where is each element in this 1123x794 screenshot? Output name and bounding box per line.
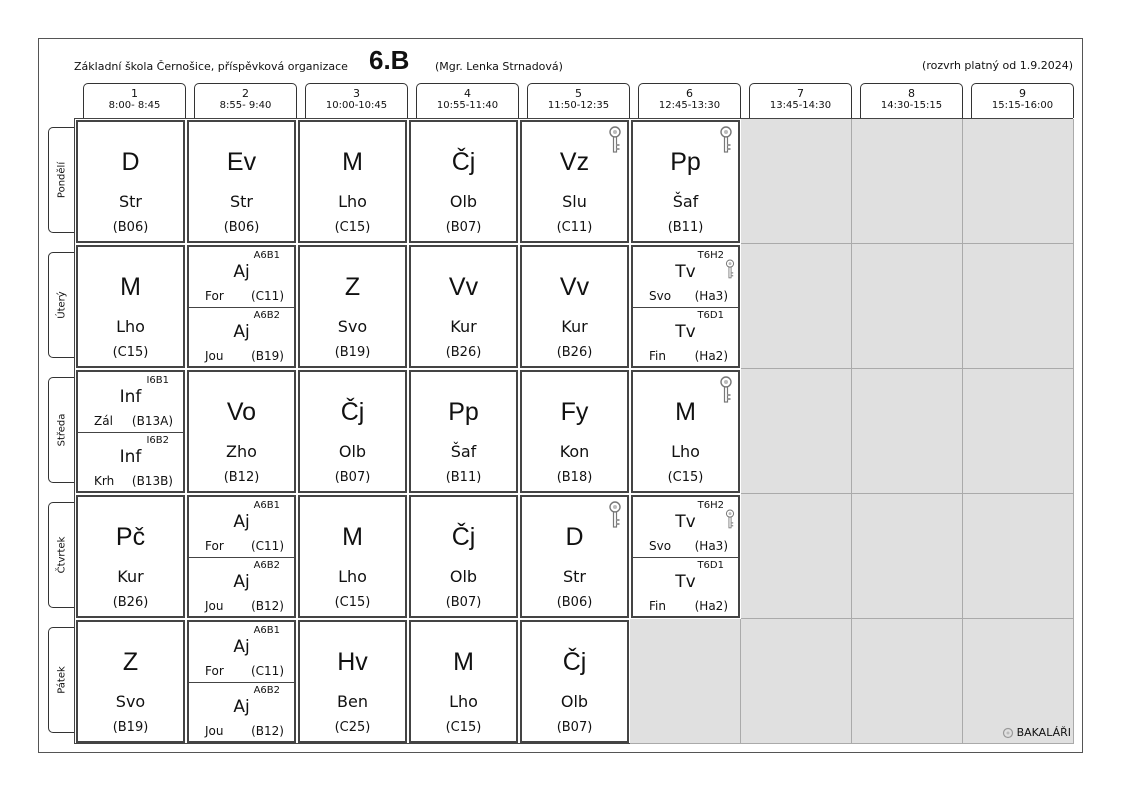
lesson-group (189, 622, 294, 683)
teacher: Lho (338, 567, 367, 586)
room: (B26) (556, 345, 593, 360)
group-code: A6B1 (253, 500, 280, 511)
subject: Vz (559, 148, 590, 176)
teacher: Kur (117, 567, 144, 586)
room: (B11) (445, 470, 482, 485)
subject: Tv (675, 572, 696, 592)
subject: Aj (233, 262, 250, 282)
period-number: 2 (242, 87, 249, 100)
day-label (48, 502, 74, 608)
period-number: 1 (131, 87, 138, 100)
teacher: Svo (337, 317, 368, 336)
lesson-cell[interactable] (76, 245, 185, 368)
lesson-group (78, 372, 183, 433)
period-5 (527, 83, 630, 118)
teacher: Svo (115, 692, 146, 711)
day-label (48, 377, 74, 483)
group-code: T6H2 (697, 500, 724, 511)
bakalari-logo (1002, 726, 1071, 739)
room: (B19) (112, 720, 149, 735)
period-time: 15:15-16:00 (991, 100, 1054, 111)
period-time: 14:30-15:15 (880, 100, 943, 111)
lesson-cell[interactable] (298, 245, 407, 368)
period-time: 13:45-14:30 (769, 100, 832, 111)
lesson-cell[interactable] (520, 495, 629, 618)
room: (B07) (556, 720, 593, 735)
teacher: Jou (205, 599, 224, 613)
period-number: 9 (1019, 87, 1026, 100)
group-code: A6B1 (253, 625, 280, 636)
teacher: Jou (205, 724, 224, 738)
subject: Inf (119, 447, 142, 467)
day-name: Pondělí (56, 161, 67, 199)
room: (B13B) (131, 474, 173, 488)
room: (C11) (250, 289, 284, 303)
group-code: A6B2 (253, 310, 280, 321)
teacher: Str (229, 192, 253, 211)
subject: Aj (233, 637, 250, 657)
teacher: Lho (671, 442, 700, 461)
room: (B07) (334, 470, 371, 485)
teacher: Olb (338, 442, 367, 461)
subject: Tv (675, 262, 696, 282)
period-number: 8 (908, 87, 915, 100)
key-icon (719, 126, 733, 156)
key-icon (725, 259, 735, 281)
room: (B12) (251, 599, 284, 613)
school-name: Základní škola Černošice, příspěvková organizace (74, 60, 348, 73)
empty-slot (963, 369, 1074, 494)
empty-slot (741, 244, 852, 369)
lesson-group (189, 557, 294, 617)
lesson-cell[interactable] (298, 620, 407, 743)
teacher: Fin (649, 349, 666, 363)
period-6 (638, 83, 741, 118)
teacher: Kur (450, 317, 477, 336)
teacher: Kon (559, 442, 590, 461)
period-number: 7 (797, 87, 804, 100)
day-label (48, 252, 74, 358)
lesson-cell[interactable] (520, 245, 629, 368)
room: (Ha3) (694, 289, 728, 303)
teacher: Olb (449, 192, 478, 211)
day-name: Středa (56, 413, 67, 447)
lesson-cell[interactable] (76, 620, 185, 743)
room: (Ha2) (694, 599, 728, 613)
teacher: Šaf (450, 442, 477, 461)
lesson-cell[interactable] (187, 620, 296, 743)
teacher: Str (118, 192, 142, 211)
subject: Hv (337, 648, 368, 676)
lesson-group (189, 682, 294, 742)
group-code: A6B2 (253, 560, 280, 571)
subject: Tv (675, 322, 696, 342)
subject: Čj (340, 398, 365, 426)
room: (C15) (667, 470, 704, 485)
lesson-cell[interactable] (298, 120, 407, 243)
room: (B18) (556, 470, 593, 485)
lesson-cell[interactable] (409, 245, 518, 368)
empty-slot (963, 244, 1074, 369)
teacher: Olb (560, 692, 589, 711)
teacher: For (205, 664, 224, 678)
bakalari-logo-icon (1002, 727, 1014, 739)
room: (B19) (334, 345, 371, 360)
empty-slot (852, 369, 963, 494)
room: (C15) (334, 220, 371, 235)
lesson-cell[interactable] (631, 245, 740, 368)
subject: Pč (115, 523, 146, 551)
room: (C11) (250, 539, 284, 553)
room: (B06) (556, 595, 593, 610)
empty-slot (852, 619, 963, 744)
period-7 (749, 83, 852, 118)
key-icon (608, 501, 622, 531)
teacher: Str (562, 567, 586, 586)
subject: D (565, 523, 584, 551)
subject: Aj (233, 572, 250, 592)
empty-slot (741, 494, 852, 619)
period-time: 8:00- 8:45 (108, 100, 161, 111)
lesson-cell[interactable] (631, 495, 740, 618)
timetable-grid (74, 118, 1073, 744)
lesson-group (633, 497, 738, 558)
room: (B06) (223, 220, 260, 235)
brand-label: BAKALÁŘI (1016, 726, 1071, 739)
teacher: Slu (562, 192, 587, 211)
lesson-group (78, 432, 183, 492)
lesson-cell[interactable] (187, 245, 296, 368)
empty-slot (630, 619, 741, 744)
period-number: 4 (464, 87, 471, 100)
empty-slot (852, 494, 963, 619)
subject: M (675, 398, 696, 426)
lesson-cell[interactable] (187, 495, 296, 618)
room: (B12) (251, 724, 284, 738)
teacher: Zál (94, 414, 113, 428)
lesson-cell[interactable] (409, 495, 518, 618)
key-icon (725, 509, 735, 531)
room: (B07) (445, 220, 482, 235)
lesson-cell[interactable] (298, 495, 407, 618)
subject: Vo (226, 398, 257, 426)
class-name: 6.B (369, 45, 410, 75)
empty-slot (852, 119, 963, 244)
teacher: Fin (649, 599, 666, 613)
empty-slot (852, 244, 963, 369)
lesson-cell[interactable] (631, 120, 740, 243)
period-8 (860, 83, 963, 118)
day-label (48, 627, 74, 733)
lesson-cell[interactable] (520, 120, 629, 243)
period-1 (83, 83, 186, 118)
room: (B26) (112, 595, 149, 610)
lesson-cell[interactable] (409, 120, 518, 243)
teacher: Lho (116, 317, 145, 336)
teacher: Šaf (672, 192, 699, 211)
room: (B11) (667, 220, 704, 235)
lesson-cell[interactable] (76, 120, 185, 243)
subject: Vv (448, 273, 479, 301)
empty-slot (741, 369, 852, 494)
group-code: I6B2 (146, 435, 169, 446)
empty-slot (741, 619, 852, 744)
subject: D (121, 148, 140, 176)
period-number: 5 (575, 87, 582, 100)
room: (B19) (251, 349, 284, 363)
class-teacher: (Mgr. Lenka Strnadová) (435, 60, 563, 73)
day-name: Úterý (56, 291, 67, 319)
subject: Pp (670, 148, 701, 176)
key-icon (719, 376, 733, 406)
period-number: 3 (353, 87, 360, 100)
day-name: Pátek (56, 666, 67, 694)
period-3 (305, 83, 408, 118)
subject: M (120, 273, 141, 301)
teacher: Ben (337, 692, 368, 711)
subject: Vv (559, 273, 590, 301)
lesson-cell[interactable] (631, 370, 740, 493)
lesson-group (633, 307, 738, 367)
lesson-cell[interactable] (76, 370, 185, 493)
lesson-cell[interactable] (520, 620, 629, 743)
subject: Aj (233, 697, 250, 717)
lesson-cell[interactable] (298, 370, 407, 493)
subject: Čj (451, 523, 476, 551)
group-code: T6H2 (697, 250, 724, 261)
lesson-cell[interactable] (520, 370, 629, 493)
period-2 (194, 83, 297, 118)
teacher: Lho (449, 692, 478, 711)
room: (Ha2) (694, 349, 728, 363)
period-number: 6 (686, 87, 693, 100)
room: (B13A) (131, 414, 173, 428)
day-name: Čtvrtek (56, 536, 67, 574)
subject: M (342, 523, 363, 551)
room: (C11) (250, 664, 284, 678)
period-9 (971, 83, 1074, 118)
room: (B12) (223, 470, 260, 485)
lesson-cell[interactable] (409, 620, 518, 743)
subject: Aj (233, 322, 250, 342)
subject: M (453, 648, 474, 676)
subject: Čj (451, 148, 476, 176)
group-code: A6B2 (253, 685, 280, 696)
validity-note: (rozvrh platný od 1.9.2024) (922, 59, 1073, 72)
room: (Ha3) (694, 539, 728, 553)
subject: Z (122, 648, 139, 676)
period-time: 8:55- 9:40 (219, 100, 272, 111)
subject: Čj (562, 648, 587, 676)
teacher: Krh (94, 474, 115, 488)
lesson-group (189, 307, 294, 367)
teacher: Kur (561, 317, 588, 336)
lesson-group (189, 247, 294, 308)
room: (C15) (334, 595, 371, 610)
subject: Inf (119, 387, 142, 407)
period-time: 12:45-13:30 (658, 100, 721, 111)
lesson-group (189, 497, 294, 558)
period-time: 11:50-12:35 (547, 100, 610, 111)
group-code: I6B1 (146, 375, 169, 386)
lesson-cell[interactable] (409, 370, 518, 493)
room: (B26) (445, 345, 482, 360)
teacher: For (205, 539, 224, 553)
subject: M (342, 148, 363, 176)
room: (C15) (112, 345, 149, 360)
teacher: Svo (649, 539, 672, 553)
teacher: Zho (226, 442, 257, 461)
lesson-group (633, 557, 738, 617)
empty-slot (963, 494, 1074, 619)
period-time: 10:55-11:40 (436, 100, 499, 111)
room: (C25) (334, 720, 371, 735)
room: (B06) (112, 220, 149, 235)
subject: Aj (233, 512, 250, 532)
day-label (48, 127, 74, 233)
teacher: Jou (205, 349, 224, 363)
subject: Z (344, 273, 361, 301)
lesson-cell[interactable] (76, 495, 185, 618)
lesson-group (633, 247, 738, 308)
teacher: Svo (649, 289, 672, 303)
room: (B07) (445, 595, 482, 610)
group-code: T6D1 (697, 310, 724, 321)
subject: Tv (675, 512, 696, 532)
empty-slot (963, 119, 1074, 244)
period-time: 10:00-10:45 (325, 100, 388, 111)
empty-slot (741, 119, 852, 244)
room: (C15) (445, 720, 482, 735)
room: (C11) (556, 220, 593, 235)
period-4 (416, 83, 519, 118)
teacher: Olb (449, 567, 478, 586)
group-code: A6B1 (253, 250, 280, 261)
subject: Pp (448, 398, 479, 426)
teacher: Lho (338, 192, 367, 211)
subject: Fy (560, 398, 589, 426)
subject: Ev (226, 148, 257, 176)
group-code: T6D1 (697, 560, 724, 571)
teacher: For (205, 289, 224, 303)
lesson-cell[interactable] (187, 120, 296, 243)
key-icon (608, 126, 622, 156)
lesson-cell[interactable] (187, 370, 296, 493)
